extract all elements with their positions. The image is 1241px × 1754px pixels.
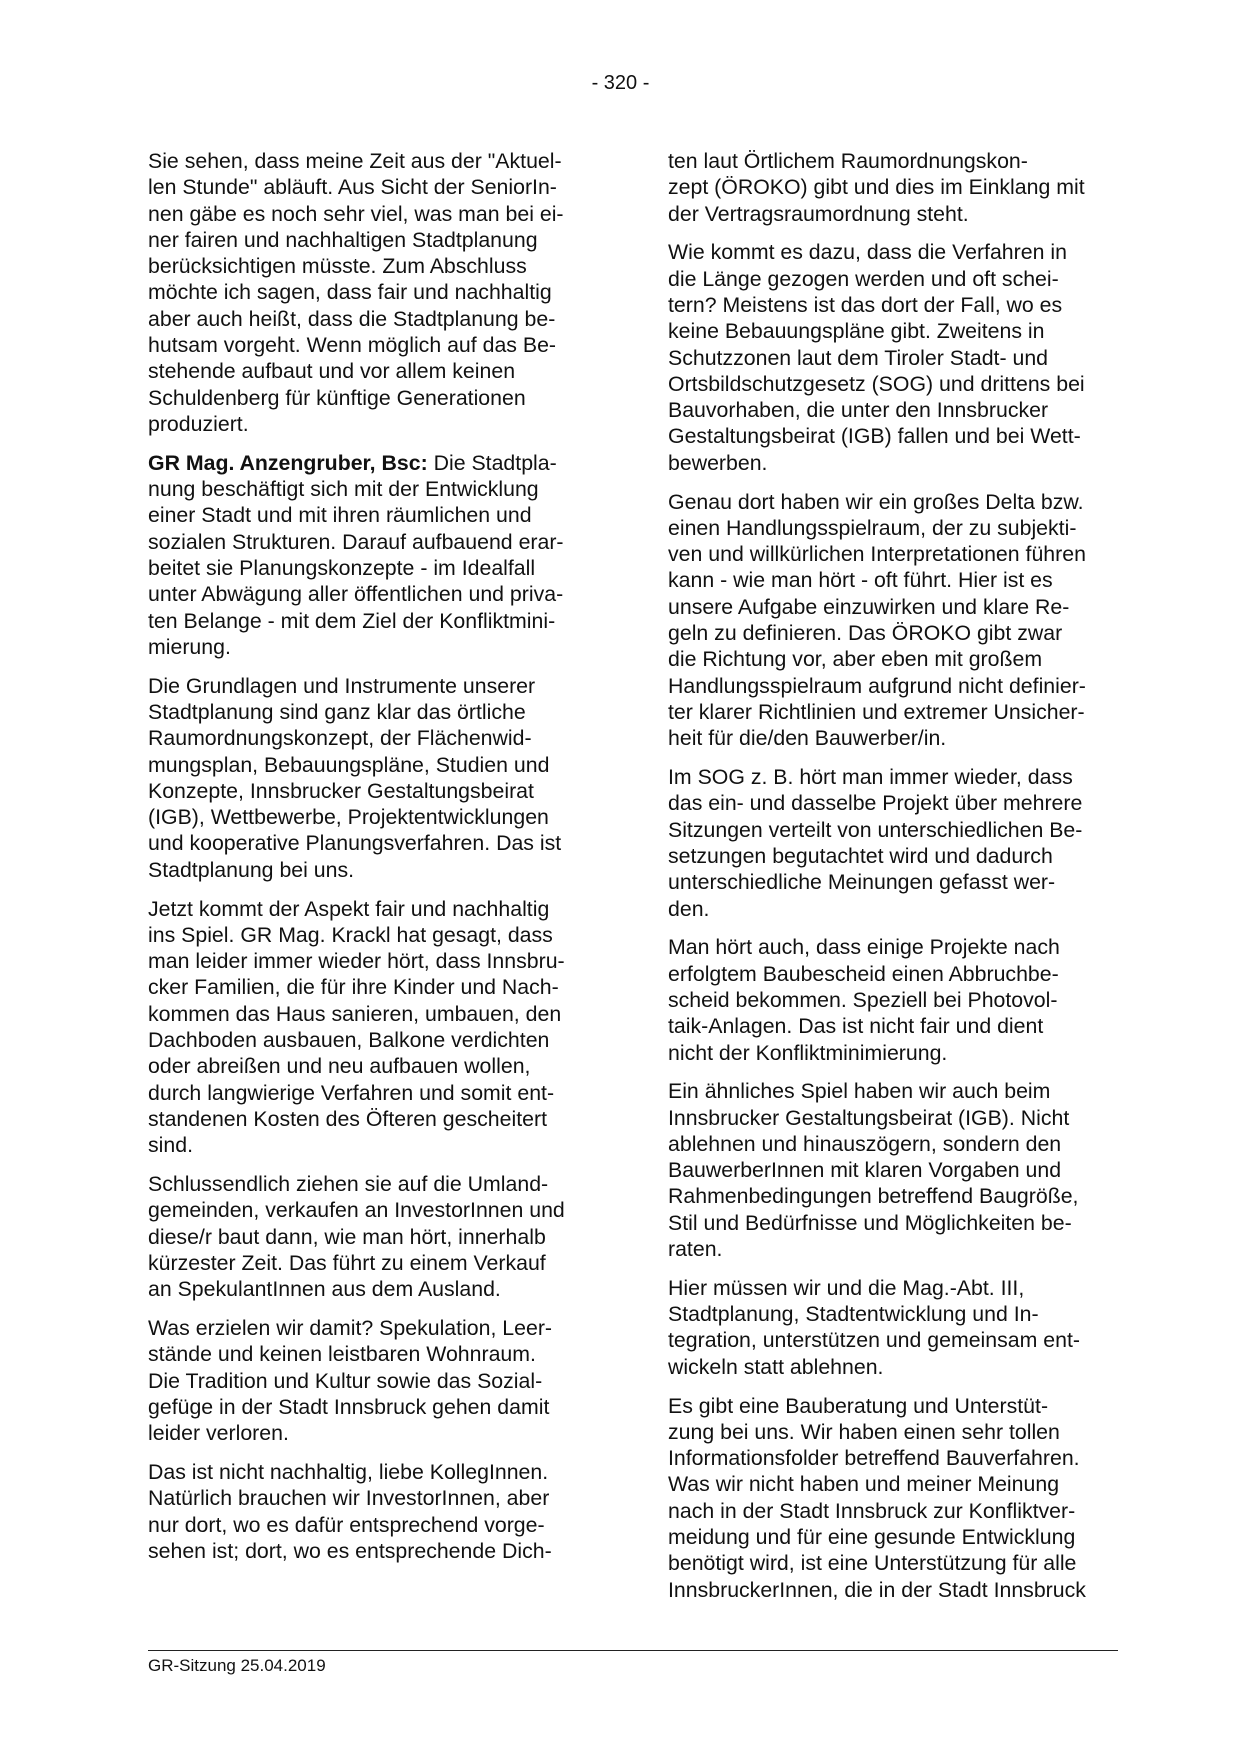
paragraph: Schlussendlich ziehen sie auf die Umland- gemeinden, verkaufen an InvestorInnen und diese/r baut dann, wie man hört, innerhalb kürzester Zeit. Das führt zu einem Verkauf an SpekulantInnen aus dem Ausland. <box>148 1171 565 1302</box>
speaker-name: GR Mag. Anzengruber, Bsc: <box>148 450 428 475</box>
paragraph: Was erzielen wir damit? Spekulation, Leer- stände und keinen leistbaren Wohnraum. Die Tradition und Kultur sowie das Sozial- gefüge in der Stadt Innsbruck gehen damit leider verloren. <box>148 1315 553 1446</box>
paragraph: Das ist nicht nachhaltig, liebe KollegInnen. Natürlich brauchen wir InvestorInnen, aber nur dort, wo es dafür entsprechend vorge- sehen ist; dort, wo es entsprechende Dich- <box>148 1459 552 1563</box>
paragraph: Es gibt eine Bauberatung und Unterstüt- zung bei uns. Wir haben einen sehr tollen Informationsfolder betreffend Bauverfahren. Was wir nicht haben und meiner Meinung nach in der Stadt Innsbruck zur Konfliktver- meidung und für eine gesunde Entwicklung benötigt wird, ist eine Unterstützung für alle InnsbruckerInnen, die in der Stadt Innsbruck <box>668 1393 1086 1602</box>
paragraph: Genau dort haben wir ein großes Delta bzw. einen Handlungsspielraum, der zu subjekti- ven und willkürlichen Interpretationen führen kann - wie man hört - oft führt. Hier ist es unsere Aufgabe einzuwirken und klare Re- geln zu definieren. Das ÖROKO gibt zwar die Richtung vor, aber eben mit großem Handlungsspielraum aufgrund nicht definier- ter klarer Richtlinien und extremer Unsicher- heit für die/den Bauwerber/in. <box>668 489 1086 751</box>
speaker-text: Die Stadtpla- nung beschäftigt sich mit der Entwicklung einer Stadt und mit ihren räumlichen und sozialen Strukturen. Darauf aufbauend erar- beitet sie Planungskonzepte - im Idealfall unter Abwägung aller öffentlichen und priva- ten Belange - mit dem Ziel der Konfliktmini- mierung. <box>148 450 564 659</box>
page-number: - 320 - <box>591 72 650 94</box>
paragraph: Sie sehen, dass meine Zeit aus der "Aktuel- len Stunde" abläuft. Aus Sicht der SeniorIn- nen gäbe es noch sehr viel, was man bei ei- ner fairen und nachhaltigen Stadtplanung berücksichtigen müsste. Zum Abschluss möchte ich sagen, dass fair und nachhaltig aber auch heißt, dass die Stadtplanung be- hutsam vorgeht. Wenn möglich auf das Be- stehende aufbaut und vor allem keinen Schuldenberg für künftige Generationen produziert. <box>148 149 564 436</box>
paragraph: ten laut Örtlichem Raumordnungskon- zept (ÖROKO) gibt und dies im Einklang mit der Vertragsraumordnung steht. <box>668 149 1085 226</box>
paragraph-speaker-statement <box>148 450 588 660</box>
footer-divider <box>148 1650 1118 1651</box>
paragraph: Man hört auch, dass einige Projekte nach erfolgtem Baubescheid einen Abbruchbe- scheid bekommen. Speziell bei Photovol- taik-Anlagen. Das ist nicht fair und dient nicht der Konfliktminimierung. <box>668 935 1060 1065</box>
footer-session-date: GR-Sitzung 25.04.2019 <box>148 1656 326 1675</box>
left-column <box>148 148 588 1577</box>
paragraph: Die Grundlagen und Instrumente unserer Stadtplanung sind ganz klar das örtliche Raumordnungskonzept, der Flächenwid- mungsplan, Bebauungspläne, Studien und Konzepte, Innsbrucker Gestaltungsbeirat (IGB), Wettbewerbe, Projektentwicklungen und kooperative Planungsverfahren. Das ist Stadtplanung bei uns. <box>148 673 562 882</box>
right-column <box>668 148 1108 1615</box>
paragraph: Hier müssen wir und die Mag.-Abt. III, Stadtplanung, Stadtentwicklung und In- tegration, unterstützen und gemeinsam ent- wickeln statt ablehnen. <box>668 1275 1080 1379</box>
paragraph: Jetzt kommt der Aspekt fair und nachhaltig ins Spiel. GR Mag. Krackl hat gesagt, dass man leider immer wieder hört, dass Innsbru- cker Familien, die für ihre Kinder und Nach- kommen das Haus sanieren, umbauen, den Dachboden ausbauen, Balkone verdichten oder abreißen und neu aufbauen wollen, durch langwierige Verfahren und somit ent- standenen Kosten des Öfteren gescheitert sind. <box>148 896 565 1158</box>
paragraph: Ein ähnliches Spiel haben wir auch beim Innsbrucker Gestaltungsbeirat (IGB). Nicht ablehnen und hinauszögern, sondern den BauwerberInnen mit klaren Vorgaben und Rahmenbedingungen betreffend Baugröße, Stil und Bedürfnisse und Möglichkeiten be- raten. <box>668 1079 1079 1262</box>
paragraph: Wie kommt es dazu, dass die Verfahren in die Länge gezogen werden und oft schei- tern? Meistens ist das dort der Fall, wo es keine Bebauungspläne gibt. Zweitens in Schutzzonen laut dem Tiroler Stadt- und Ortsbildschutzgesetz (SOG) und drittens bei Bauvorhaben, die unter den Innsbrucker Gestaltungsbeirat (IGB) fallen und bei Wett- bewerben. <box>668 240 1085 475</box>
paragraph: Im SOG z. B. hört man immer wieder, dass das ein- und dasselbe Projekt über mehrere Sitzungen verteilt von unterschiedlichen Be- setzungen begutachtet wird und dadurch unterschiedliche Meinungen gefasst wer- den. <box>668 765 1083 921</box>
